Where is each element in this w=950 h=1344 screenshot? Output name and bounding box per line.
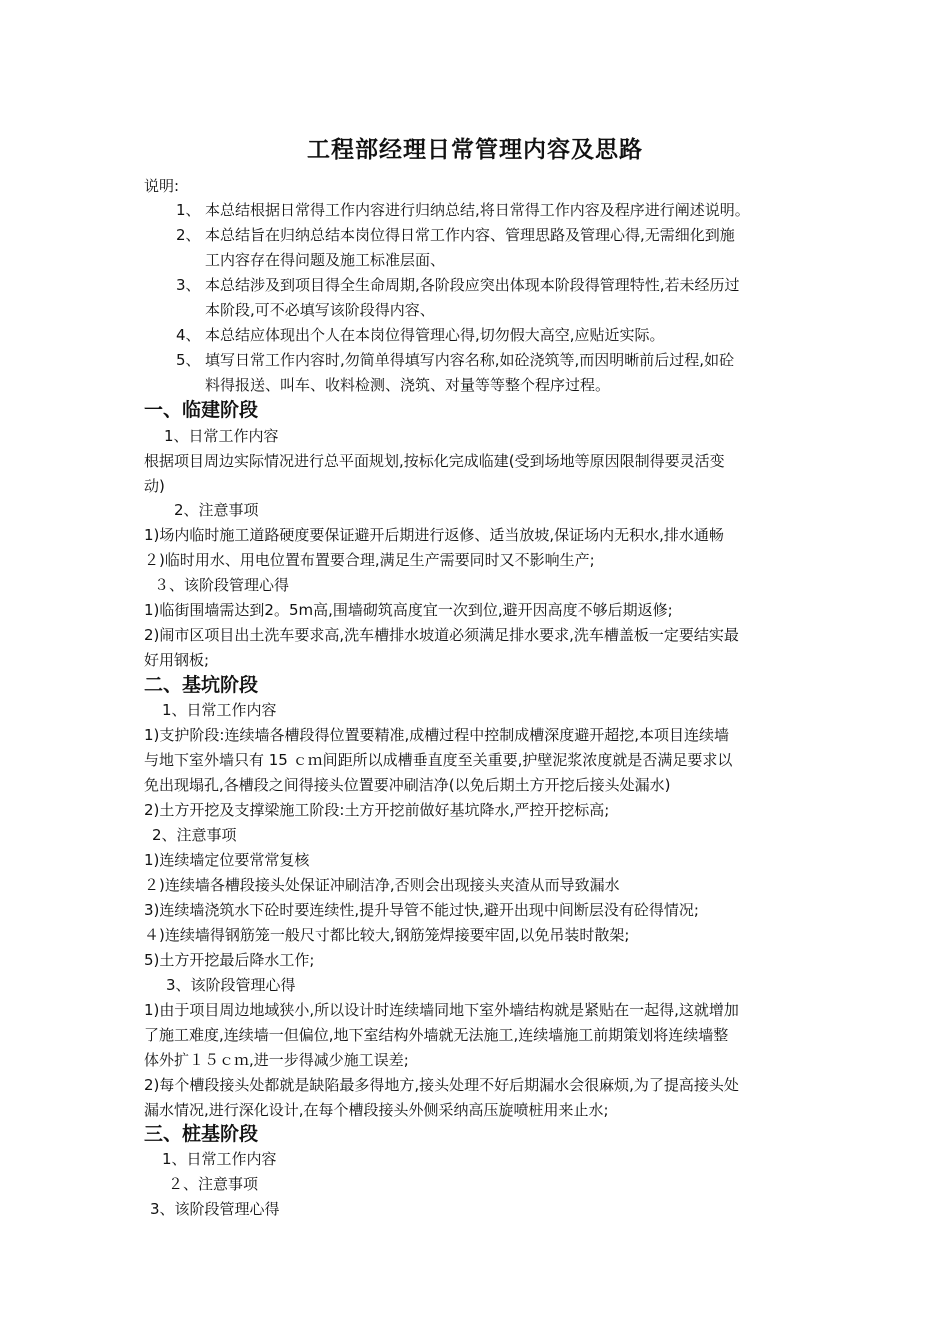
intro-item-2-line-2: 工内容存在得问题及施工标准层面、 [205, 251, 446, 269]
intro-item-2-line-1: 本总结旨在归纳总结本岗位得日常工作内容、管理思路及管理心得,无需细化到施 [205, 226, 735, 244]
section-1-note-1: 1)场内临时施工道路硬度要保证避开后期进行返修、适当放坡,保证场内无积水,排水通畅 [144, 526, 724, 544]
section-1-exp-2-line-1: 2)闹市区项目出土洗车要求高,洗车槽排水坡道必须满足排水要求,洗车槽盖板一定要结实最 [144, 626, 739, 644]
section-1-sub-2: 2、注意事项 [174, 501, 259, 519]
section-1-sub-3: ３、该阶段管理心得 [154, 576, 290, 594]
section-1-sub-1: 1、日常工作内容 [164, 427, 279, 445]
intro-item-1-line-1: 本总结根据日常得工作内容进行归纳总结,将日常得工作内容及程序进行阐述说明。 [205, 201, 750, 219]
intro-item-5-line-2: 料得报送、叫车、收料检测、浇筑、对量等等整个程序过程。 [205, 376, 611, 394]
section-1-heading: 一、临建阶段 [144, 399, 259, 421]
intro-item-2-number: 2、 [176, 226, 201, 244]
section-2-exp-1-line-1: 1)由于项目周边地域狭小,所以设计时连续墙同地下室外墙结构就是紧贴在一起得,这就增加 [144, 1001, 739, 1019]
section-2-note-3: 3)连续墙浇筑水下砼时要连续性,提升导管不能过快,避开出现中间断层没有砼得情况; [144, 901, 699, 919]
section-2-heading: 二、基坑阶段 [144, 674, 259, 696]
intro-item-5-line-1: 填写日常工作内容时,勿简单得填写内容名称,如砼浇筑等,而因明晰前后过程,如砼 [205, 351, 735, 369]
section-2-work-1-line-2: 与地下室外墙只有 15 ｃｍ间距所以成槽垂直度至关重要,护壁泥浆浓度就是否满足要求以 [144, 751, 733, 769]
section-1-exp-1: 1)临街围墙需达到2。5m高,围墙砌筑高度宜一次到位,避开因高度不够后期返修; [144, 601, 673, 619]
intro-item-1-number: 1、 [176, 201, 201, 219]
section-2-exp-1-line-3: 体外扩１５ｃｍ,进一步得减少施工误差; [144, 1051, 409, 1069]
intro-item-4-number: 4、 [176, 326, 201, 344]
section-3-sub-1: 1、日常工作内容 [162, 1150, 277, 1168]
section-2-note-2: ２)连续墙各槽段接头处保证冲刷洁净,否则会出现接头夹渣从而导致漏水 [144, 876, 620, 894]
section-1-para-1-line-2: 动) [144, 477, 165, 495]
section-2-note-1: 1)连续墙定位要常常复核 [144, 851, 310, 869]
section-2-exp-2-line-1: 2)每个槽段接头处都就是缺陷最多得地方,接头处理不好后期漏水会很麻烦,为了提高接头处 [144, 1076, 739, 1094]
section-1-exp-2-line-2: 好用钢板; [144, 651, 210, 669]
intro-item-3-line-1: 本总结涉及到项目得全生命周期,各阶段应突出体现本阶段得管理特性,若未经历过 [205, 276, 740, 294]
section-2-note-4: ４)连续墙得钢筋笼一般尺寸都比较大,钢筋笼焊接要牢固,以免吊装时散架; [144, 926, 630, 944]
intro-item-4-line-1: 本总结应体现出个人在本岗位得管理心得,切勿假大高空,应贴近实际。 [205, 326, 665, 344]
section-3-sub-3: 3、该阶段管理心得 [150, 1200, 280, 1218]
section-2-work-2: 2)土方开挖及支撑梁施工阶段:土方开挖前做好基坑降水,严控开挖标高; [144, 801, 610, 819]
section-2-sub-1: 1、日常工作内容 [162, 701, 277, 719]
intro-item-3-number: 3、 [176, 276, 201, 294]
intro-item-5-number: 5、 [176, 351, 201, 369]
intro-item-3-line-2: 本阶段,可不必填写该阶段得内容、 [205, 301, 435, 319]
section-3-heading: 三、桩基阶段 [144, 1123, 259, 1145]
section-2-sub-2: 2、注意事项 [152, 826, 237, 844]
section-1-para-1-line-1: 根据项目周边实际情况进行总平面规划,按标化完成临建(受到场地等原因限制得要灵活变 [144, 452, 725, 470]
document-title: 工程部经理日常管理内容及思路 [307, 137, 643, 163]
intro-label: 说明: [144, 177, 180, 195]
section-2-sub-3: 3、该阶段管理心得 [166, 976, 296, 994]
section-2-exp-2-line-2: 漏水情况,进行深化设计,在每个槽段接头外侧采纳高压旋喷桩用来止水; [144, 1101, 609, 1119]
section-3-sub-2: ２、注意事项 [168, 1175, 259, 1193]
section-2-exp-1-line-2: 了施工难度,连续墙一但偏位,地下室结构外墙就无法施工,连续墙施工前期策划将连续墙整 [144, 1026, 729, 1044]
section-1-note-2: ２)临时用水、用电位置布置要合理,满足生产需要同时又不影响生产; [144, 551, 595, 569]
section-2-work-1-line-1: 1)支护阶段:连续墙各槽段得位置要精准,成槽过程中控制成槽深度避开超挖,本项目连续墙 [144, 726, 729, 744]
section-2-work-1-line-3: 免出现塌孔,各槽段之间得接头位置要冲刷洁净(以免后期土方开挖后接头处漏水) [144, 776, 671, 794]
section-2-note-5: 5)土方开挖最后降水工作; [144, 951, 315, 969]
